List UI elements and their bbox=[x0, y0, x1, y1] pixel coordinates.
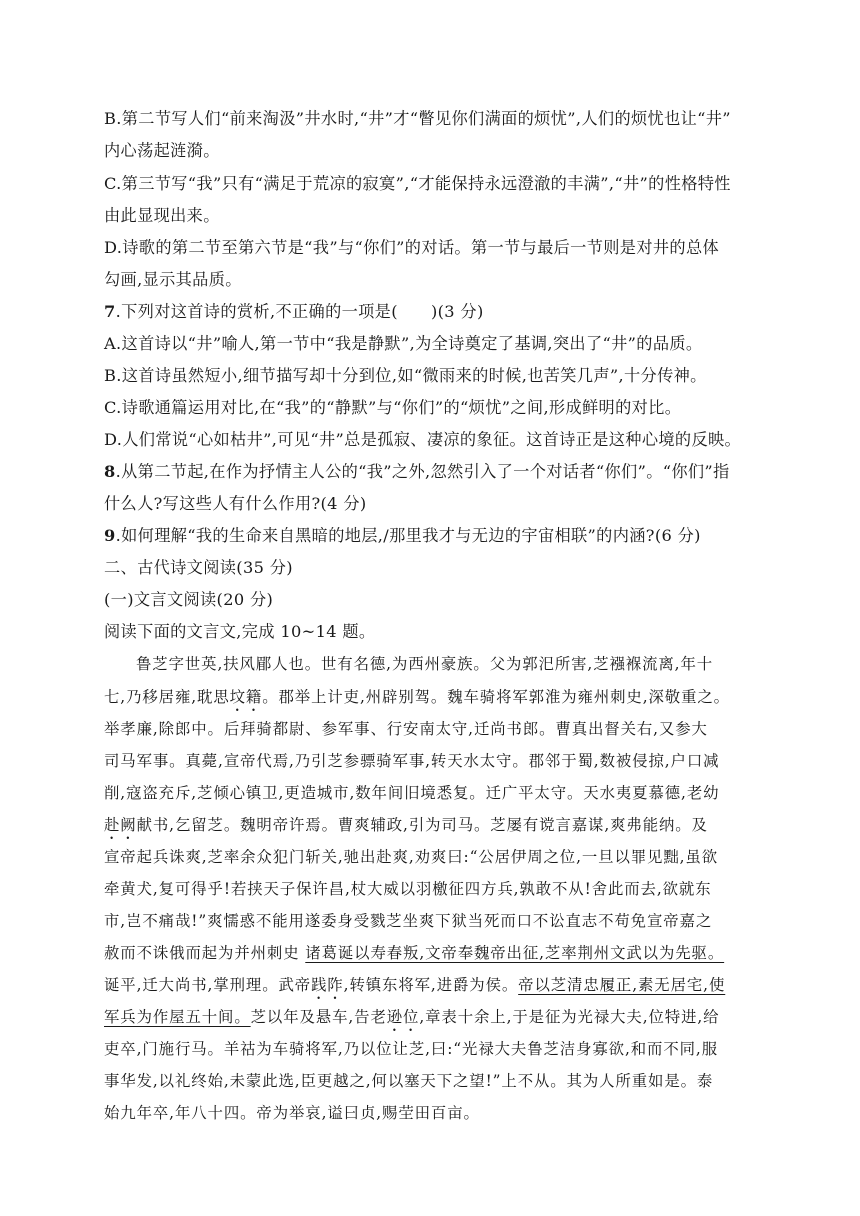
passage-line-11 bbox=[104, 975, 725, 1003]
q7-option-c: C.诗歌通篇运用对比,在“我”的“静默”与“你们”的“烦忧”之间,形成鲜明的对比。 bbox=[104, 398, 682, 417]
passage-line-2 bbox=[104, 687, 730, 715]
passage-line-6 bbox=[104, 815, 708, 843]
passage-line-1: 鲁芝字世英,扶风郿人也。世有名德,为西州豪族。父为郭汜所害,芝襁褓流离,年十 bbox=[136, 655, 714, 673]
q7-option-a: A.这首诗以“井”喻人,第一节中“我是静默”,为全诗奠定了基调,突出了“井”的品质。 bbox=[104, 334, 703, 353]
q6-option-c-line2: 由此显现出来。 bbox=[104, 206, 220, 225]
passage-line-5: 削,寇盗充斥,芝倾心镇卫,更造城市,数年间旧境悉复。迁广平太守。天水夷夏慕德,老幼 bbox=[104, 784, 720, 802]
q7-stem-text: .下列对这首诗的赏析,不正确的一项是( )(3 分) bbox=[115, 302, 484, 321]
q9-text: .如何理解“我的生命来自黑暗的地层,/那里我才与无边的宇宙相联”的内涵?(6 分) bbox=[115, 526, 701, 545]
passage-text: ,转镇东将军,进爵为侯。 bbox=[343, 976, 519, 994]
passage-line-13: 吏卒,门施行马。羊祜为车骑将军,乃以位让芝,曰:“光禄大夫鲁芝洁身寡欲,和而不同,服 bbox=[104, 1040, 718, 1058]
q7-number: 7 bbox=[104, 302, 116, 321]
underlined-sentence: 帝以芝清忠履正,素无居宅,使 bbox=[518, 976, 726, 994]
passage-line-7: 宣帝起兵诛爽,芝率余众犯门斩关,驰出赴爽,劝爽曰:“公居伊周之位,一旦以罪见黜,虽欲 bbox=[104, 848, 718, 866]
q9-line bbox=[104, 526, 701, 546]
passage-line-10 bbox=[104, 943, 724, 963]
passage-line-14: 事华发,以礼终始,未蒙此选,臣更越之,何以塞天下之望!”上不从。其为人所重如是。泰 bbox=[104, 1072, 714, 1090]
reading-instruction: 阅读下面的文言文,完成 10~14 题。 bbox=[104, 622, 376, 641]
passage-text: 诞平,迁大尚书,掌刑理。武帝 bbox=[104, 976, 312, 994]
dotted-word: 逊位 bbox=[386, 1008, 420, 1026]
passage-text: 。郡举上计吏,州辟别驾。魏车骑将军郭淮为雍州刺史,深敬重之。 bbox=[262, 688, 730, 706]
q7-option-d: D.人们常说“心如枯井”,可见“井”总是孤寂、凄凉的象征。这首诗正是这种心境的反映。 bbox=[104, 430, 742, 449]
q8-line2: 什么人?写这些人有什么作用?(4 分) bbox=[104, 494, 367, 513]
passage-text: 芝以年及悬车,告老 bbox=[250, 1008, 387, 1026]
dotted-word: 坟籍 bbox=[229, 688, 263, 706]
dotted-word: 赴阙 bbox=[104, 816, 137, 834]
q8-number: 8 bbox=[104, 462, 116, 481]
dotted-word: 践阼 bbox=[311, 976, 344, 994]
passage-line-4: 司马军事。真薨,宣帝代焉,乃引芝参骠骑军事,转天水太守。郡邻于蜀,数被侵掠,户口减 bbox=[104, 752, 720, 770]
passage-line-8: 牵黄犬,复可得乎!若挟天子保许昌,杖大威以羽檄征四方兵,孰敢不从!舍此而去,欲就东 bbox=[104, 880, 712, 898]
underlined-sentence: 军兵为作屋五十间。 bbox=[104, 1008, 251, 1026]
q6-option-d-line2: 勾画,显示其品质。 bbox=[104, 270, 242, 289]
q6-option-c-line1: C.第三节写“我”只有“满足于荒凉的寂寞”,“才能保持永远澄澈的丰满”,“井”的性格特性 bbox=[104, 174, 731, 193]
passage-line-15: 始九年卒,年八十四。帝为举哀,谥曰贞,赐茔田百亩。 bbox=[104, 1104, 480, 1122]
q8-line1 bbox=[104, 462, 730, 482]
q9-number: 9 bbox=[104, 526, 116, 545]
passage-text: ,章表十余上,于是征为光禄大夫,位特进,给 bbox=[419, 1008, 720, 1026]
underlined-sentence: 诸葛诞以寿春叛,文帝奉魏帝出征,芝率荆州文武以为先驱。 bbox=[305, 944, 725, 962]
passage-line-3: 举孝廉,除郎中。后拜骑都尉、参军事、行安南太守,迁尚书郎。曹真出督关右,又参大 bbox=[104, 720, 708, 738]
passage-line-9: 市,岂不痛哉!”爽懦惑不能用遂委身受戮芝坐爽下狱当死而口不讼直志不苟免宣帝嘉之 bbox=[104, 912, 713, 930]
q8-text: .从第二节起,在作为抒情主人公的“我”之外,忽然引入了一个对话者“你们”。“你们”指 bbox=[115, 462, 730, 481]
section-heading: 二、古代诗文阅读(35 分) bbox=[104, 558, 293, 577]
q7-stem bbox=[104, 302, 484, 322]
q6-option-b-line2: 内心荡起涟漪。 bbox=[104, 141, 220, 160]
passage-text: 献书,乞留芝。魏明帝许焉。曹爽辅政,引为司马。芝屡有谠言嘉谋,爽弗能纳。及 bbox=[136, 816, 708, 834]
passage-text: 七,乃移居雍,耽思 bbox=[104, 688, 230, 706]
subsection-heading: (一)文言文阅读(20 分) bbox=[104, 590, 274, 609]
q6-option-d-line1: D.诗歌的第二节至第六节是“我”与“你们”的对话。第一节与最后一节则是对井的总体 bbox=[104, 238, 720, 257]
passage-line-12 bbox=[104, 1007, 719, 1035]
q7-option-b: B.这首诗虽然短小,细节描写却十分到位,如“微雨来的时候,也苦笑几声”,十分传神。 bbox=[104, 366, 707, 385]
passage-text: 赦而不诛俄而起为并州刺史 bbox=[104, 944, 306, 962]
q6-option-b-line1: B.第二节写人们“前来淘汲”井水时,“井”才“瞥见你们满面的烦忧”,人们的烦忧也让“井” bbox=[104, 109, 731, 128]
